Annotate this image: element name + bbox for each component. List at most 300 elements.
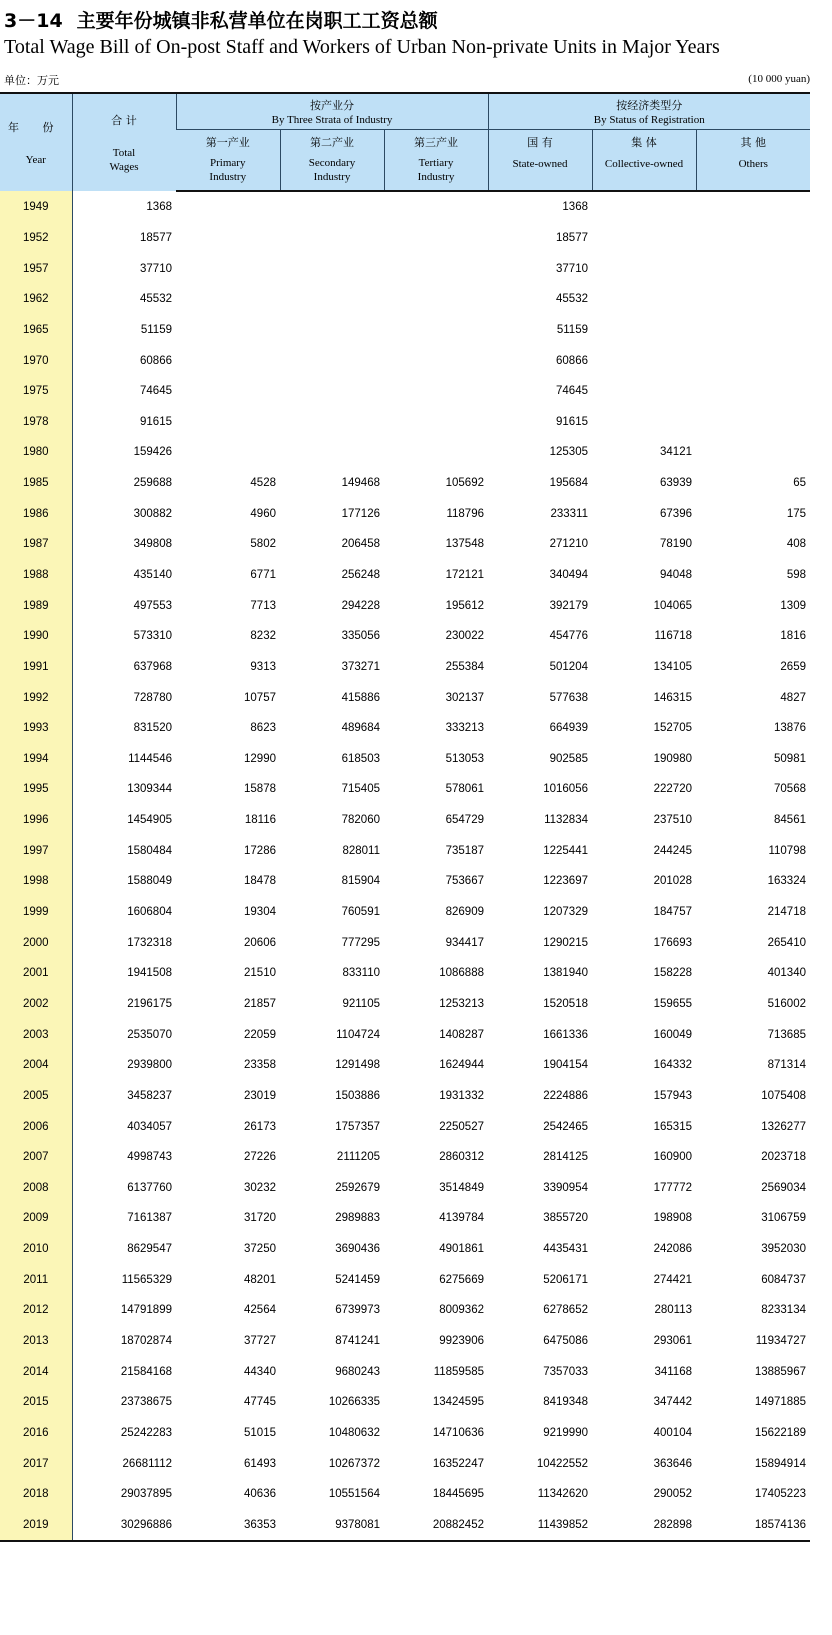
cell-total: 1588049: [127, 875, 172, 888]
cell-tertiary: 753667: [445, 875, 484, 888]
cell-secondary: 921105: [342, 997, 380, 1010]
cell-others: 13885967: [754, 1365, 806, 1378]
cell-others: [696, 315, 810, 346]
cell-secondary: 10551564: [328, 1488, 380, 1501]
cell-primary: 37250: [244, 1243, 276, 1256]
cell-collective-owned: 177772: [653, 1181, 692, 1194]
cell-total: 259688: [133, 477, 172, 490]
cell-year: 1995: [0, 774, 72, 805]
table-row: [0, 191, 810, 223]
cell-state-owned: 7357033: [543, 1365, 588, 1378]
cell-state-owned: 18577: [556, 231, 588, 244]
cell-year: 1997: [0, 835, 72, 866]
cell-secondary: 10266335: [328, 1396, 380, 1409]
cell-secondary: [280, 253, 384, 284]
cell-others: [696, 253, 810, 284]
cell-secondary: 1104724: [336, 1028, 380, 1041]
cell-secondary: 9680243: [335, 1365, 380, 1378]
header-others: 其 他 Others: [696, 130, 810, 192]
unit-label-cn: 单位：万元: [4, 74, 59, 87]
unit-label-en: (10 000 yuan): [748, 73, 810, 85]
cell-collective-owned: 94048: [660, 569, 692, 581]
cell-primary: 42564: [244, 1304, 276, 1317]
table-row: [0, 468, 810, 499]
cell-collective-owned: [592, 223, 696, 254]
cell-primary: 37727: [244, 1335, 276, 1348]
cell-collective-owned: 290052: [653, 1488, 692, 1501]
cell-primary: 30232: [244, 1181, 276, 1194]
cell-total: 14791899: [120, 1304, 172, 1317]
cell-primary: 8232: [250, 630, 276, 643]
cell-tertiary: 230022: [445, 630, 484, 643]
table-row: [0, 713, 810, 744]
cell-total: 23738675: [120, 1396, 172, 1409]
cell-state-owned: 392179: [549, 599, 588, 612]
cell-primary: 9313: [250, 660, 276, 673]
cell-state-owned: 11439852: [488, 1510, 592, 1542]
cell-tertiary: 195612: [445, 599, 484, 612]
cell-others: 15622189: [754, 1426, 806, 1439]
cell-year: 1980: [0, 437, 72, 468]
cell-state-owned: 2814125: [543, 1151, 588, 1164]
cell-state-owned: 1661336: [543, 1028, 588, 1041]
table-row: [0, 1111, 810, 1142]
cell-secondary: 833110: [342, 967, 380, 980]
cell-total: 18577: [140, 231, 172, 244]
cell-others: 4827: [780, 691, 806, 704]
cell-collective-owned: 152705: [653, 722, 692, 735]
cell-others: 50981: [774, 752, 806, 765]
cell-year: 1991: [0, 652, 72, 683]
cell-collective-owned: 158228: [653, 967, 692, 980]
cell-total: 6137760: [127, 1181, 172, 1194]
cell-secondary: 777295: [341, 936, 380, 949]
cell-others: [696, 437, 810, 468]
cell-tertiary: 172121: [445, 569, 484, 581]
cell-year: 2006: [0, 1111, 72, 1142]
table-row: [0, 1510, 810, 1542]
cell-primary: [176, 376, 280, 407]
cell-others: [696, 376, 810, 407]
cell-state-owned: 91615: [556, 415, 588, 428]
table-row: [0, 805, 810, 836]
cell-primary: 40636: [244, 1488, 276, 1501]
cell-primary: 31720: [244, 1212, 276, 1225]
table-row: [0, 560, 810, 591]
table-row: [0, 1356, 810, 1387]
table-row: [0, 1019, 810, 1050]
cell-year: 1992: [0, 682, 72, 713]
table-row: [0, 835, 810, 866]
cell-year: 2013: [0, 1326, 72, 1357]
cell-others: 871314: [767, 1059, 806, 1072]
table-title-en: Total Wage Bill of On-post Staff and Workers of Urban Non-private Units in Major Years: [4, 36, 720, 58]
table-row: [0, 498, 810, 529]
header-state-owned: 国 有 State-owned: [488, 130, 592, 192]
cell-year: 2005: [0, 1081, 72, 1112]
header-collective-owned: 集 体 Collective-owned: [592, 130, 696, 192]
cell-secondary: [280, 284, 384, 315]
cell-total: 2535070: [127, 1028, 172, 1041]
cell-total: 1732318: [127, 936, 172, 949]
cell-state-owned: 1225441: [543, 844, 588, 857]
cell-secondary: 10480632: [328, 1426, 380, 1439]
table-row: [0, 529, 810, 560]
cell-others: 70568: [774, 783, 806, 796]
cell-total: 435140: [133, 569, 172, 581]
cell-tertiary: 2860312: [439, 1151, 484, 1164]
cell-others: 214718: [767, 906, 806, 919]
cell-primary: 20606: [244, 936, 276, 949]
cell-total: 25242283: [120, 1426, 172, 1439]
cell-collective-owned: 280113: [654, 1304, 692, 1317]
table-row: [0, 437, 810, 468]
cell-secondary: 3690436: [335, 1243, 380, 1256]
cell-tertiary: 1086888: [439, 967, 484, 980]
cell-collective-owned: 157943: [653, 1089, 692, 1102]
cell-secondary: 206458: [341, 538, 380, 551]
cell-secondary: 2989883: [335, 1212, 380, 1225]
cell-total: 11565329: [121, 1273, 172, 1286]
cell-year: 2014: [0, 1356, 72, 1387]
cell-collective-owned: 146315: [653, 691, 692, 704]
cell-collective-owned: 160049: [653, 1028, 692, 1041]
cell-primary: 61493: [244, 1457, 276, 1470]
wage-table: [0, 92, 810, 1542]
cell-secondary: [280, 437, 384, 468]
cell-year: 1989: [0, 590, 72, 621]
cell-state-owned: 902585: [549, 752, 588, 765]
cell-others: 1309: [780, 599, 806, 612]
cell-state-owned: 3390954: [543, 1181, 588, 1194]
table-row: [0, 1326, 810, 1357]
cell-primary: 15878: [244, 783, 276, 796]
cell-others: 3952030: [761, 1243, 806, 1256]
cell-others: 2569034: [761, 1181, 806, 1194]
cell-total: 21584168: [120, 1365, 172, 1378]
cell-secondary: [280, 406, 384, 437]
cell-tertiary: 11859585: [433, 1365, 484, 1378]
cell-secondary: 782060: [341, 814, 380, 827]
cell-tertiary: 16352247: [432, 1457, 484, 1470]
cell-state-owned: 45532: [556, 293, 588, 306]
cell-total: 573310: [133, 630, 172, 643]
cell-collective-owned: 67396: [660, 507, 692, 520]
cell-state-owned: 6278652: [543, 1304, 588, 1317]
cell-secondary: [280, 191, 384, 223]
cell-secondary: 177126: [341, 507, 380, 520]
cell-year: 2008: [0, 1173, 72, 1204]
table-row: [0, 744, 810, 775]
cell-state-owned: 37710: [556, 262, 588, 275]
cell-tertiary: 14710636: [432, 1426, 484, 1439]
table-row: [0, 345, 810, 376]
cell-state-owned: 125305: [549, 446, 588, 459]
cell-tertiary: 255384: [445, 660, 484, 673]
cell-secondary: 10267372: [328, 1457, 380, 1470]
cell-year: 2009: [0, 1203, 72, 1234]
cell-total: 1368: [146, 200, 172, 213]
cell-total: 74645: [140, 385, 172, 398]
cell-others: 18574136: [696, 1510, 810, 1542]
cell-secondary: 1291498: [335, 1059, 380, 1072]
cell-total: 18702874: [120, 1335, 172, 1348]
cell-primary: 19304: [244, 906, 276, 919]
cell-primary: 5802: [250, 538, 276, 551]
cell-others: 3106759: [761, 1212, 806, 1225]
cell-others: 17405223: [754, 1488, 806, 1501]
cell-tertiary: 137548: [445, 538, 484, 551]
cell-year: 1996: [0, 805, 72, 836]
cell-tertiary: 2250527: [439, 1120, 484, 1133]
cell-collective-owned: 104065: [653, 599, 692, 612]
cell-state-owned: 1290215: [543, 936, 588, 949]
cell-others: 15894914: [754, 1457, 806, 1470]
header-primary: 第一产业 Primary Industry: [176, 130, 280, 192]
cell-others: 14971885: [754, 1396, 806, 1409]
cell-primary: 48201: [244, 1273, 276, 1286]
cell-tertiary: 1253213: [439, 997, 484, 1010]
header-year: 年 份 Year: [0, 93, 72, 191]
cell-year: 2007: [0, 1142, 72, 1173]
table-row: [0, 590, 810, 621]
cell-total: 26681112: [122, 1457, 172, 1470]
cell-primary: 44340: [244, 1365, 276, 1378]
cell-collective-owned: [592, 345, 696, 376]
cell-state-owned: 8419348: [543, 1396, 588, 1409]
cell-primary: 23019: [244, 1089, 276, 1102]
cell-total: 91615: [140, 415, 172, 428]
cell-primary: 10757: [244, 691, 276, 704]
cell-year: 1962: [0, 284, 72, 315]
cell-secondary: 1503886: [335, 1089, 380, 1102]
cell-year: 1957: [0, 253, 72, 284]
cell-collective-owned: 198908: [653, 1212, 692, 1225]
cell-primary: 22059: [244, 1028, 276, 1041]
cell-tertiary: 20882452: [384, 1510, 488, 1542]
cell-others: 175: [786, 507, 806, 520]
cell-total: 159426: [133, 446, 172, 459]
cell-total: 1941508: [127, 967, 172, 980]
cell-collective-owned: 190980: [653, 752, 692, 765]
cell-others: [696, 345, 810, 376]
table-row: [0, 406, 810, 437]
cell-tertiary: [384, 223, 488, 254]
cell-tertiary: 6275669: [439, 1273, 484, 1286]
cell-others: 1075408: [761, 1089, 806, 1102]
cell-primary: 26173: [244, 1120, 276, 1133]
cell-total: 2196175: [127, 997, 172, 1010]
cell-year: 1949: [0, 191, 72, 223]
cell-tertiary: 18445695: [432, 1488, 484, 1501]
cell-collective-owned: 160900: [653, 1151, 692, 1164]
table-body: [0, 191, 810, 1541]
cell-year: 1986: [0, 498, 72, 529]
cell-collective-owned: [592, 284, 696, 315]
cell-secondary: [280, 223, 384, 254]
cell-collective-owned: 116718: [654, 630, 692, 643]
cell-total: 1580484: [127, 844, 172, 857]
cell-total: 2939800: [127, 1059, 172, 1072]
cell-tertiary: 654729: [445, 814, 484, 827]
cell-primary: 36353: [176, 1510, 280, 1542]
cell-others: 8233134: [761, 1304, 806, 1317]
cell-year: 1990: [0, 621, 72, 652]
cell-state-owned: 51159: [556, 323, 588, 336]
cell-secondary: 489684: [341, 722, 380, 735]
cell-others: 713685: [767, 1028, 806, 1041]
cell-primary: 51015: [244, 1426, 276, 1439]
cell-state-owned: 6475086: [543, 1335, 588, 1348]
cell-others: 408: [786, 538, 806, 551]
cell-tertiary: 1931332: [439, 1089, 484, 1102]
cell-others: 11934727: [755, 1335, 806, 1348]
cell-year: 2016: [0, 1418, 72, 1449]
cell-secondary: 828011: [342, 844, 380, 857]
cell-total: 300882: [133, 507, 172, 520]
cell-secondary: 715405: [341, 783, 380, 796]
cell-primary: [176, 253, 280, 284]
table-number: 3－14: [4, 10, 63, 32]
cell-secondary: [280, 376, 384, 407]
cell-year: 2019: [0, 1510, 72, 1542]
table-row: [0, 1418, 810, 1449]
cell-tertiary: [384, 284, 488, 315]
cell-primary: 4528: [250, 477, 276, 490]
cell-total: 1454905: [127, 814, 172, 827]
table-header: [0, 93, 810, 191]
cell-total: 831520: [133, 722, 172, 735]
cell-secondary: 8741241: [335, 1335, 380, 1348]
cell-state-owned: 501204: [549, 660, 588, 673]
cell-collective-owned: 184757: [653, 906, 692, 919]
cell-state-owned: 340494: [549, 569, 588, 581]
cell-year: 1970: [0, 345, 72, 376]
cell-primary: 8623: [250, 722, 276, 735]
cell-collective-owned: [592, 406, 696, 437]
cell-secondary: 373271: [341, 660, 380, 673]
cell-others: 2023718: [761, 1151, 806, 1164]
cell-total: 1144546: [128, 752, 172, 765]
cell-secondary: [280, 315, 384, 346]
cell-tertiary: 735187: [445, 844, 484, 857]
cell-year: 1985: [0, 468, 72, 499]
table-row: [0, 315, 810, 346]
cell-year: 1965: [0, 315, 72, 346]
cell-primary: [176, 315, 280, 346]
table-title-cn: [4, 6, 438, 33]
cell-collective-owned: 341168: [654, 1365, 692, 1378]
cell-collective-owned: 244245: [653, 844, 692, 857]
cell-year: 1993: [0, 713, 72, 744]
cell-others: 265410: [767, 936, 806, 949]
cell-others: 598: [786, 569, 806, 581]
cell-year: 2004: [0, 1050, 72, 1081]
cell-others: [696, 223, 810, 254]
cell-state-owned: 1207329: [543, 906, 588, 919]
cell-collective-owned: 165315: [653, 1120, 692, 1133]
table-row: [0, 1448, 810, 1479]
cell-state-owned: 2542465: [543, 1120, 588, 1133]
cell-others: 2659: [780, 660, 806, 673]
cell-collective-owned: 242086: [653, 1243, 692, 1256]
cell-total: 7161387: [127, 1212, 172, 1225]
cell-others: 13876: [774, 722, 806, 735]
cell-others: 401340: [767, 967, 806, 980]
cell-collective-owned: 159655: [653, 997, 692, 1010]
cell-total: 45532: [140, 293, 172, 306]
cell-others: 84561: [774, 814, 806, 827]
title-cn-text: 主要年份城镇非私营单位在岗职工工资总额: [76, 10, 438, 32]
table-row: [0, 1387, 810, 1418]
cell-collective-owned: 34121: [660, 446, 692, 459]
cell-collective-owned: 63939: [660, 477, 692, 490]
cell-primary: [176, 223, 280, 254]
cell-year: 2002: [0, 989, 72, 1020]
cell-state-owned: 2224886: [543, 1089, 588, 1102]
cell-secondary: 335056: [341, 630, 380, 643]
cell-state-owned: 1223697: [543, 875, 588, 888]
cell-year: 2018: [0, 1479, 72, 1510]
table-row: [0, 1264, 810, 1295]
cell-tertiary: 1624944: [439, 1059, 484, 1072]
cell-total: 728780: [133, 691, 172, 704]
cell-state-owned: 454776: [549, 630, 588, 643]
cell-total: 637968: [133, 660, 172, 673]
cell-state-owned: 1381940: [543, 967, 588, 980]
cell-year: 2001: [0, 958, 72, 989]
cell-primary: 21857: [244, 997, 276, 1010]
cell-total: 1309344: [127, 783, 172, 796]
cell-total: 8629547: [127, 1243, 172, 1256]
cell-primary: 27226: [244, 1151, 276, 1164]
cell-year: 2017: [0, 1448, 72, 1479]
header-secondary: 第二产业 Secondary Industry: [280, 130, 384, 192]
cell-primary: [176, 284, 280, 315]
cell-state-owned: 9219990: [543, 1426, 588, 1439]
cell-secondary: 294228: [341, 599, 380, 612]
cell-tertiary: [384, 406, 488, 437]
cell-tertiary: 4139784: [439, 1212, 484, 1225]
cell-tertiary: 105692: [445, 477, 484, 490]
table-row: [0, 284, 810, 315]
cell-total: 349808: [133, 538, 172, 551]
table-row: [0, 1295, 810, 1326]
cell-collective-owned: [592, 191, 696, 223]
cell-year: 2012: [0, 1295, 72, 1326]
cell-total: 497553: [133, 599, 172, 612]
cell-year: 1987: [0, 529, 72, 560]
cell-state-owned: 74645: [556, 385, 588, 398]
cell-collective-owned: 176693: [653, 936, 692, 949]
cell-collective-owned: [592, 376, 696, 407]
table-row: [0, 652, 810, 683]
cell-primary: 18478: [244, 875, 276, 888]
cell-secondary: 2111205: [336, 1151, 380, 1164]
cell-others: 516002: [767, 997, 806, 1010]
cell-tertiary: [384, 345, 488, 376]
cell-total: 4998743: [127, 1151, 172, 1164]
cell-tertiary: 9923906: [439, 1335, 484, 1348]
cell-state-owned: 233311: [550, 507, 588, 520]
header-tertiary: 第三产业 Tertiary Industry: [384, 130, 488, 192]
table-row: [0, 866, 810, 897]
cell-others: 6084737: [761, 1273, 806, 1286]
cell-secondary: [280, 345, 384, 376]
cell-total: 4034057: [127, 1120, 172, 1133]
cell-state-owned: 4435431: [543, 1243, 588, 1256]
cell-primary: 12990: [244, 752, 276, 765]
